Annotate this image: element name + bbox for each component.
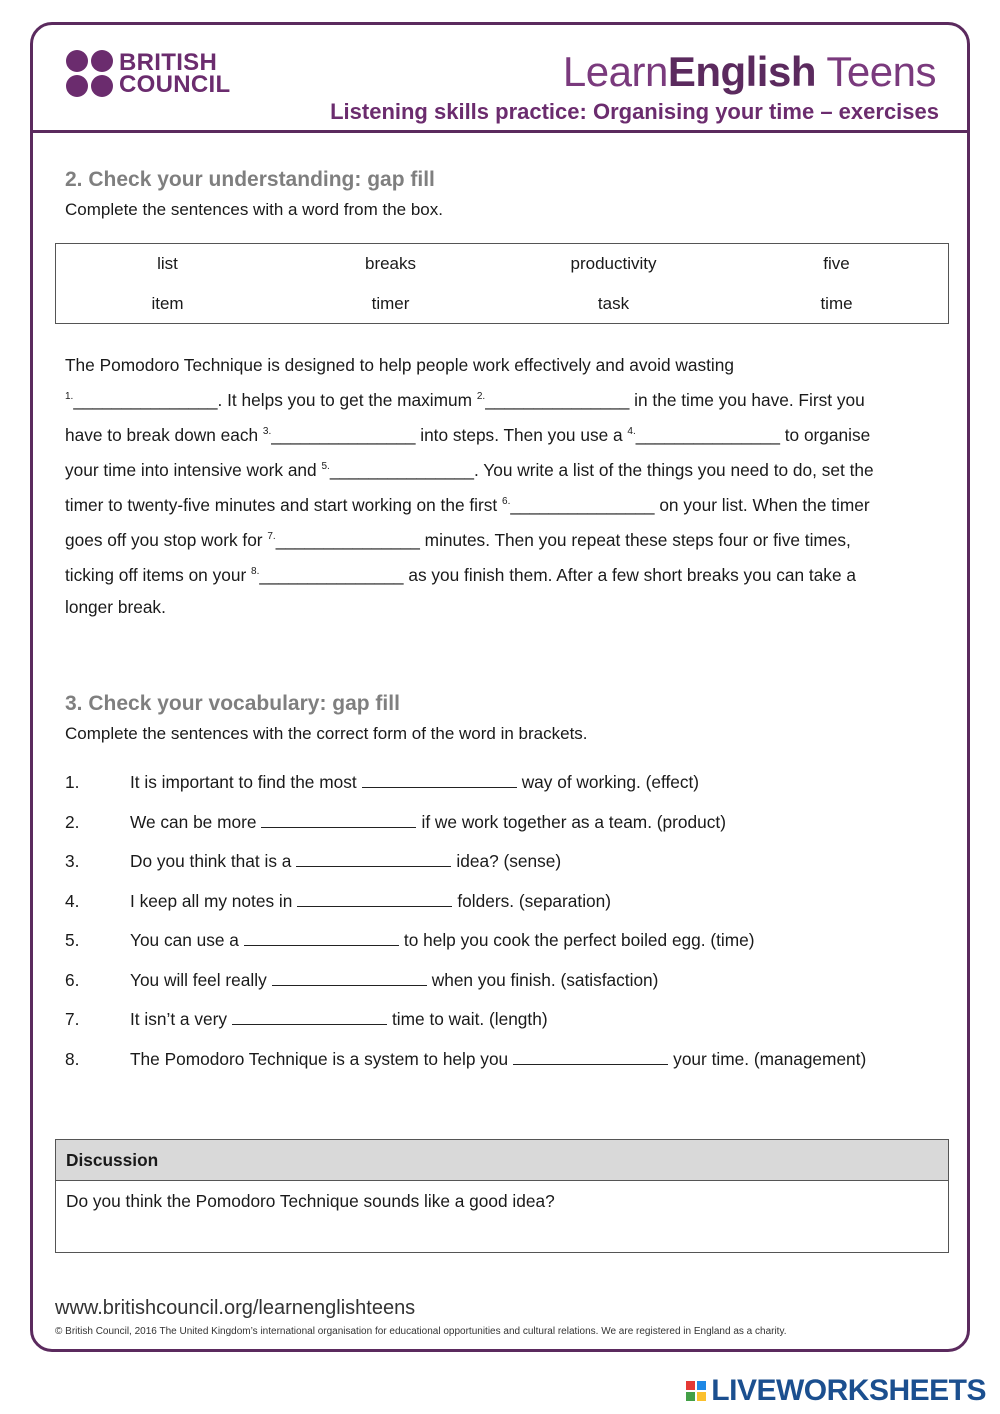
word-box-item: breaks [364,254,417,273]
paragraph-text: _______________ minutes. Then you repeat these steps four or five times, [275,530,851,550]
sentence-before: You can use a [130,930,239,950]
paragraph-line [65,591,945,623]
item-number: 4. [65,890,80,911]
vocabulary-item [65,851,945,891]
paragraph-text: _______________ on your list. When the timer [510,495,870,515]
paragraph-line [65,451,945,486]
paragraph-text: have to break down each [65,425,263,445]
item-number: 6. [65,969,80,990]
discussion-title: Discussion [56,1140,948,1181]
sentence-after: time to wait. (length) [392,1009,548,1029]
sentence-after: when you finish. (satisfaction) [431,969,659,990]
sentence-before: The Pomodoro Technique is a system to help you [130,1048,509,1069]
answer-gap[interactable] [513,1050,668,1065]
item-number: 1. [65,772,80,792]
gap-fill-paragraph [65,349,945,623]
item-number: 3. [65,851,80,871]
sentence-after: to help you cook the perfect boiled egg. (time) [403,930,755,950]
paragraph-text: _______________ into steps. Then you use a [271,425,628,445]
vocabulary-item [65,970,945,1010]
item-sentence [130,891,611,912]
item-sentence [130,812,726,833]
paragraph-line [65,521,945,556]
item-number: 5. [65,930,80,950]
sentence-before: Do you think that is a [130,851,292,871]
sentence-before: You will feel really [130,969,267,990]
paragraph-line [65,381,945,416]
word-box-item: time [820,294,853,313]
paragraph-text: ticking off items on your [65,565,252,585]
header-divider [30,130,970,133]
paragraph-line [65,486,945,521]
gap-number: 5. [321,461,330,472]
paragraph-line [65,349,945,381]
sentence-after: idea? (sense) [456,851,562,871]
sentence-after: if we work together as a team. (product) [421,811,726,832]
discussion-box [55,1139,949,1253]
vocabulary-list [65,772,945,1088]
sentence-before: I keep all my notes in [130,890,293,911]
word-box-item: item [151,294,184,313]
liveworksheets-watermark [686,1374,986,1408]
vocabulary-item [65,812,945,852]
sentence-before: We can be more [130,811,257,832]
item-sentence [130,930,755,951]
vocabulary-item [65,1009,945,1049]
paragraph-line [65,416,945,451]
word-box [55,243,949,324]
word-box-item: five [823,254,850,273]
paragraph-text: timer to twenty-five minutes and start working on the first [65,495,503,515]
answer-gap[interactable] [296,852,451,867]
item-number: 2. [65,811,80,832]
liveworksheets-text: LIVEWORKSHEETS [711,1374,986,1407]
paragraph-text: _______________ in the time you have. First you [485,390,865,410]
paragraph-text: _______________ to organise [635,425,871,445]
footer-copyright: © British Council, 2016 The United Kingdom’s international organisation for educational opportunities and cultural relations. We are registered in England as a charity. [55,1326,787,1337]
brand-line-1: BRITISH [119,48,218,76]
answer-gap[interactable] [362,773,517,788]
paragraph-text: The Pomodoro Technique is designed to help people work effectively and avoid wasting [65,355,734,375]
answer-gap[interactable] [232,1010,387,1025]
word-box-item: task [597,294,630,313]
gap-number: 2. [476,391,486,402]
section-2-instruction: Complete the sentences with a word from the box. [65,200,443,219]
item-number: 7. [65,1009,80,1029]
british-council-logo [66,50,230,97]
paragraph-line [65,556,945,591]
gap-number: 1. [65,391,74,402]
paragraph-text: _______________ as you finish them. After a few short breaks you can take a [259,565,856,585]
british-council-dots-icon [66,50,113,97]
vocabulary-item [65,772,945,812]
item-sentence [130,772,699,793]
sentence-after: your time. (management) [673,1048,867,1069]
item-number: 8. [65,1048,80,1069]
paragraph-text: your time into intensive work and [65,460,322,480]
gap-number: 7. [267,531,276,542]
paragraph-text: _______________. It helps you to get the maximum [73,390,477,410]
word-box-item: timer [371,294,410,313]
answer-gap[interactable] [261,813,416,828]
footer-url[interactable]: www.britishcouncil.org/learnenglishteens [55,1297,416,1319]
section-3-instruction: Complete the sentences with the correct form of the word in brackets. [65,724,588,743]
gap-number: 8. [251,566,260,577]
item-sentence [130,851,561,872]
answer-gap[interactable] [297,892,452,907]
paragraph-text: goes off you stop work for [65,530,268,550]
item-sentence [130,1009,548,1030]
discussion-question: Do you think the Pomodoro Technique sounds like a good idea? [66,1191,555,1211]
item-sentence [130,1049,866,1070]
vocabulary-item [65,930,945,970]
vocabulary-item [65,891,945,931]
brand-line-2: COUNCIL [119,70,231,98]
paragraph-text: _______________. You write a list of the things you need to do, set the [329,460,874,480]
sentence-before: It isn’t a very [130,1009,227,1029]
gap-number: 6. [502,496,511,507]
vocabulary-item [65,1049,945,1089]
paragraph-text: longer break. [65,597,166,617]
sentence-after: way of working. (effect) [521,772,700,792]
item-sentence [130,970,658,991]
learnenglish-teens-logo: LearnEnglish Teens [562,48,936,95]
section-3-heading: 3. Check your vocabulary: gap fill [65,692,400,715]
sentence-after: folders. (separation) [457,890,612,911]
liveworksheets-icon [686,1381,706,1401]
word-box-item: list [157,254,178,273]
word-box-item: productivity [570,254,657,273]
gap-number: 3. [262,426,272,437]
section-2-heading: 2. Check your understanding: gap fill [65,168,435,191]
sentence-before: It is important to find the most [130,772,357,792]
answer-gap[interactable] [244,931,399,946]
answer-gap[interactable] [272,971,427,986]
page-subtitle: Listening skills practice: Organising your time – exercises [330,99,939,124]
gap-number: 4. [627,426,636,437]
